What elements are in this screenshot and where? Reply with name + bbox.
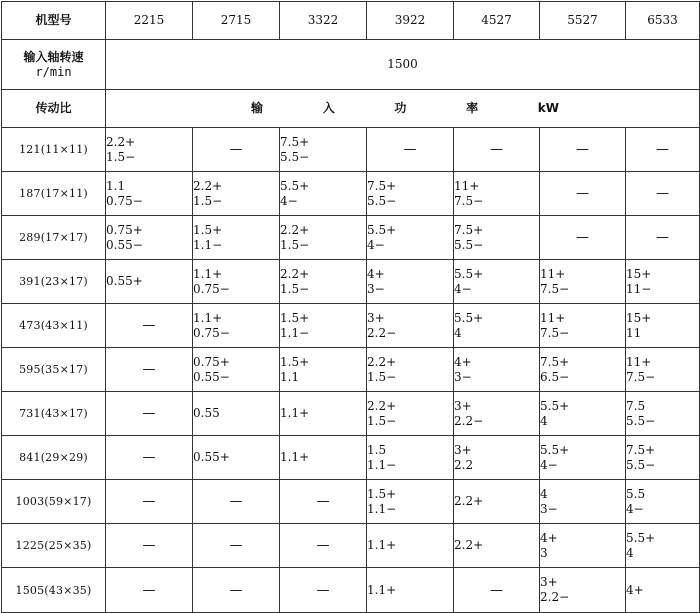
- power-value-cell: [626, 436, 700, 480]
- dash-mark: —: [403, 142, 417, 157]
- power-value-lower: 2.2−: [540, 590, 570, 604]
- power-value-lower: 4: [540, 413, 548, 428]
- power-value-lower: 4−: [367, 237, 385, 252]
- power-value-upper: 1.5: [367, 442, 387, 457]
- power-value-cell: [280, 304, 367, 348]
- power-value-cell: [367, 260, 454, 304]
- power-value-lower: 0.75−: [193, 281, 230, 296]
- power-value-lower: 7.5−: [540, 281, 570, 296]
- power-value-cell: [193, 436, 280, 480]
- ratio-cell: 187(17×11): [2, 172, 106, 216]
- power-value-upper: 7.5+: [626, 442, 656, 457]
- power-value-lower: 0.55−: [106, 237, 143, 252]
- power-value-cell: [454, 172, 540, 216]
- empty-dash-cell: [193, 128, 280, 172]
- power-value-lower: 3: [540, 545, 548, 560]
- table-row: [2, 260, 700, 304]
- power-value-cell: [280, 348, 367, 392]
- power-value-upper: 2.2+: [454, 538, 484, 552]
- dash-mark: —: [316, 538, 330, 553]
- dash-mark: —: [142, 538, 156, 553]
- empty-dash-cell: [626, 128, 700, 172]
- ratio-cell: 121(11×11): [2, 128, 106, 172]
- table-row: [2, 392, 700, 436]
- dash-mark: —: [229, 142, 243, 157]
- power-value-lower: 4−: [626, 501, 644, 516]
- dash-mark: —: [656, 230, 669, 245]
- power-value-lower: 1.5−: [367, 369, 397, 384]
- model-2715: 2715: [193, 2, 280, 40]
- power-value-upper: 1.1: [106, 178, 126, 193]
- power-value-upper: 2.2+: [193, 178, 223, 193]
- power-value-cell: [367, 436, 454, 480]
- power-value-cell: [540, 260, 626, 304]
- model-4527: 4527: [454, 2, 540, 40]
- table-row: [2, 216, 700, 260]
- power-value-upper: 5.5+: [540, 442, 570, 457]
- empty-dash-cell: [454, 128, 540, 172]
- power-value-upper: 4+: [540, 530, 558, 545]
- power-value-cell: [367, 480, 454, 524]
- table-row: [2, 172, 700, 216]
- ratio-cell: 391(23×17): [2, 260, 106, 304]
- power-value-upper: 4: [540, 486, 548, 501]
- power-value-upper: 5.5+: [540, 398, 570, 413]
- power-value-lower: 5.5−: [626, 413, 656, 428]
- power-value-upper: 11+: [540, 310, 566, 325]
- power-value-lower: 3−: [367, 281, 385, 296]
- ratio-cell: 289(17×17): [2, 216, 106, 260]
- model-label: 机型号: [2, 2, 106, 40]
- power-value-cell: [540, 436, 626, 480]
- power-value-cell: [367, 304, 454, 348]
- power-value-cell: [193, 172, 280, 216]
- power-value-lower: 1.5−: [280, 237, 310, 252]
- power-value-upper: 1.1+: [280, 406, 310, 420]
- power-value-cell: [367, 524, 454, 568]
- power-value-upper: 11+: [540, 266, 566, 281]
- power-value-upper: 0.75+: [193, 354, 230, 369]
- power-value-cell: [540, 480, 626, 524]
- ratio-cell: 473(43×11): [2, 304, 106, 348]
- power-value-cell: [106, 128, 193, 172]
- power-value-upper: 5.5+: [367, 222, 397, 237]
- power-value-cell: [540, 524, 626, 568]
- power-value-upper: 2.2+: [367, 354, 397, 369]
- power-value-cell: [626, 480, 700, 524]
- empty-dash-cell: [106, 436, 193, 480]
- power-value-lower: 1.1: [280, 369, 300, 384]
- power-value-upper: 2.2+: [367, 398, 397, 413]
- power-value-upper: 0.55+: [193, 450, 230, 464]
- dash-mark: —: [656, 186, 669, 201]
- table-row: [2, 524, 700, 568]
- empty-dash-cell: [106, 348, 193, 392]
- power-value-cell: [193, 348, 280, 392]
- dash-mark: —: [229, 538, 243, 553]
- power-value-cell: [280, 172, 367, 216]
- empty-dash-cell: [106, 392, 193, 436]
- power-value-lower: 6.5−: [540, 369, 570, 384]
- power-value-cell: [626, 524, 700, 568]
- empty-dash-cell: [280, 480, 367, 524]
- power-value-upper: 1.5+: [193, 222, 223, 237]
- power-value-cell: [106, 216, 193, 260]
- power-value-cell: [280, 128, 367, 172]
- power-value-upper: 2.2+: [280, 266, 310, 281]
- dash-mark: —: [490, 142, 503, 157]
- power-value-cell: [626, 392, 700, 436]
- power-value-cell: [367, 392, 454, 436]
- power-value-upper: 3+: [540, 575, 558, 589]
- power-value-upper: 11+: [626, 354, 652, 369]
- power-value-upper: 7.5: [626, 398, 646, 413]
- power-value-lower: 1.5−: [280, 281, 310, 296]
- power-value-lower: 5.5−: [626, 457, 656, 472]
- ratio-label: 传动比: [2, 90, 106, 128]
- power-value-upper: 4+: [454, 354, 472, 369]
- dash-mark: —: [316, 582, 330, 598]
- power-value-upper: 7.5+: [367, 178, 397, 193]
- speed-label: [2, 40, 106, 90]
- power-word-3: 功: [394, 101, 407, 115]
- power-value-lower: 11−: [626, 281, 652, 296]
- power-value-cell: [540, 348, 626, 392]
- power-value-lower: 1.5−: [106, 149, 136, 164]
- power-value-upper: 2.2+: [280, 222, 310, 237]
- power-value-cell: [454, 480, 540, 524]
- power-value-lower: 4−: [540, 457, 558, 472]
- power-value-lower: 2.2−: [454, 413, 484, 428]
- ratio-cell: 731(43×17): [2, 392, 106, 436]
- power-value-lower: 7.5−: [540, 325, 570, 340]
- power-value-upper: 1.5+: [280, 310, 310, 325]
- dash-mark: —: [656, 142, 669, 157]
- power-value-upper: 4+: [367, 266, 385, 281]
- power-header: [106, 90, 700, 128]
- power-value-cell: [367, 348, 454, 392]
- header-row: [2, 2, 700, 40]
- power-value-cell: [454, 524, 540, 568]
- empty-dash-cell: [626, 172, 700, 216]
- power-word-2: 入: [322, 101, 335, 115]
- ratio-cell: 1505(43×35): [2, 568, 106, 613]
- power-value-upper: 4+: [626, 582, 644, 597]
- empty-dash-cell: [540, 216, 626, 260]
- power-word-4: 率: [466, 101, 479, 115]
- dash-mark: —: [142, 582, 156, 598]
- power-value-lower: 1.5−: [193, 193, 223, 208]
- dash-mark: —: [576, 230, 589, 245]
- power-value-cell: [193, 260, 280, 304]
- power-value-lower: 3−: [540, 501, 558, 516]
- speed-row: [2, 40, 700, 90]
- ratio-header-row: [2, 90, 700, 128]
- power-value-upper: 1.1+: [367, 538, 397, 552]
- power-value-upper: 1.5+: [367, 486, 397, 501]
- power-value-upper: 2.2+: [106, 134, 136, 149]
- power-value-upper: 7.5+: [280, 134, 310, 149]
- power-value-cell: [626, 348, 700, 392]
- dash-mark: —: [142, 450, 156, 465]
- power-value-cell: [367, 172, 454, 216]
- power-value-upper: 5.5+: [454, 266, 484, 281]
- dash-mark: —: [229, 582, 243, 598]
- table-row: [2, 128, 700, 172]
- power-value-lower: 4−: [280, 193, 298, 208]
- power-value-upper: 1.1+: [367, 582, 397, 597]
- power-value-lower: 11: [626, 325, 642, 340]
- power-value-lower: 4−: [454, 281, 472, 296]
- power-value-lower: 1.1−: [367, 457, 397, 472]
- model-2215: 2215: [106, 2, 193, 40]
- empty-dash-cell: [106, 480, 193, 524]
- model-3922: 3922: [367, 2, 454, 40]
- dash-mark: —: [316, 494, 330, 509]
- power-value-upper: 0.55+: [106, 274, 143, 288]
- power-value-upper: 5.5: [626, 486, 646, 501]
- power-value-cell: [626, 304, 700, 348]
- power-value-cell: [454, 436, 540, 480]
- power-value-cell: [280, 216, 367, 260]
- power-value-lower: 4: [626, 545, 634, 560]
- power-value-lower: 4: [454, 325, 462, 340]
- ratio-cell: 841(29×29): [2, 436, 106, 480]
- power-value-upper: 1.1+: [193, 266, 223, 281]
- speed-label-unit: r/min: [35, 64, 72, 79]
- power-value-cell: [540, 304, 626, 348]
- power-value-cell: [193, 392, 280, 436]
- empty-dash-cell: [193, 480, 280, 524]
- power-value-upper: 15+: [626, 266, 652, 281]
- power-value-upper: 0.55: [193, 406, 220, 420]
- dash-mark: —: [576, 142, 589, 157]
- ratio-cell: 1003(59×17): [2, 480, 106, 524]
- power-value-cell: [454, 304, 540, 348]
- empty-dash-cell: [193, 524, 280, 568]
- power-value-lower: 7.5−: [454, 193, 484, 208]
- power-value-cell: [626, 260, 700, 304]
- power-value-cell: [454, 348, 540, 392]
- power-value-lower: 1.1−: [280, 325, 310, 340]
- dash-mark: —: [490, 582, 503, 598]
- power-value-cell: [106, 172, 193, 216]
- dash-mark: —: [229, 494, 243, 509]
- power-value-cell: [540, 392, 626, 436]
- dash-mark: —: [142, 406, 156, 421]
- power-value-upper: 1.1+: [193, 310, 223, 325]
- empty-dash-cell: [540, 172, 626, 216]
- power-rating-table: [1, 1, 700, 613]
- power-value-cell: [280, 260, 367, 304]
- model-6533: 6533: [626, 2, 700, 40]
- power-value-upper: 7.5+: [540, 354, 570, 369]
- power-value-upper: 2.2+: [454, 494, 484, 508]
- speed-value: 1500: [106, 40, 700, 90]
- power-value-upper: 3+: [454, 442, 472, 457]
- table-row: [2, 480, 700, 524]
- power-value-upper: 1.5+: [280, 354, 310, 369]
- ratio-cell: 595(35×17): [2, 348, 106, 392]
- power-value-lower: 5.5−: [454, 237, 484, 252]
- power-value-upper: 1.1+: [280, 450, 310, 464]
- power-value-upper: 0.75+: [106, 222, 143, 237]
- power-value-cell: [193, 304, 280, 348]
- power-value-cell: [106, 260, 193, 304]
- model-5527: 5527: [540, 2, 626, 40]
- dash-mark: —: [142, 318, 156, 333]
- power-value-lower: 0.55−: [193, 369, 230, 384]
- table-row: [2, 436, 700, 480]
- ratio-cell: 1225(25×35): [2, 524, 106, 568]
- dash-mark: —: [142, 494, 156, 509]
- power-value-lower: 7.5−: [626, 369, 656, 384]
- power-value-cell: [454, 216, 540, 260]
- empty-dash-cell: [280, 524, 367, 568]
- model-3322: 3322: [280, 2, 367, 40]
- power-value-upper: 5.5+: [280, 178, 310, 193]
- power-value-lower: 2.2: [454, 457, 474, 472]
- power-word-1: 输: [251, 101, 264, 115]
- dash-mark: —: [142, 362, 156, 377]
- empty-dash-cell: [540, 128, 626, 172]
- power-value-cell: [280, 436, 367, 480]
- power-value-upper: 5.5+: [454, 310, 484, 325]
- power-value-cell: [367, 216, 454, 260]
- table-row: [2, 348, 700, 392]
- power-word-5: kW: [537, 101, 559, 115]
- speed-label-line1: 输入轴转速: [23, 49, 84, 64]
- power-value-upper: 5.5+: [626, 530, 656, 545]
- power-value-cell: [280, 392, 367, 436]
- empty-dash-cell: [626, 216, 700, 260]
- dash-mark: —: [576, 186, 589, 201]
- power-value-lower: 1.1−: [367, 501, 397, 516]
- power-value-lower: 0.75−: [106, 193, 143, 208]
- power-value-lower: 1.5−: [367, 413, 397, 428]
- power-value-upper: 3+: [367, 310, 385, 325]
- power-value-upper: 15+: [626, 310, 652, 325]
- power-value-upper: 7.5+: [454, 222, 484, 237]
- power-value-lower: 2.2−: [367, 325, 397, 340]
- power-header-words: [106, 101, 699, 116]
- power-value-lower: 5.5−: [367, 193, 397, 208]
- power-value-cell: [193, 216, 280, 260]
- table-row: [2, 304, 700, 348]
- empty-dash-cell: [106, 304, 193, 348]
- power-value-lower: 0.75−: [193, 325, 230, 340]
- empty-dash-cell: [367, 128, 454, 172]
- power-value-lower: 1.1−: [193, 237, 223, 252]
- power-value-lower: 3−: [454, 369, 472, 384]
- power-value-cell: [454, 260, 540, 304]
- power-value-cell: [454, 392, 540, 436]
- power-value-upper: 3+: [454, 398, 472, 413]
- power-value-lower: 5.5−: [280, 149, 310, 164]
- empty-dash-cell: [106, 524, 193, 568]
- power-value-upper: 11+: [454, 178, 480, 193]
